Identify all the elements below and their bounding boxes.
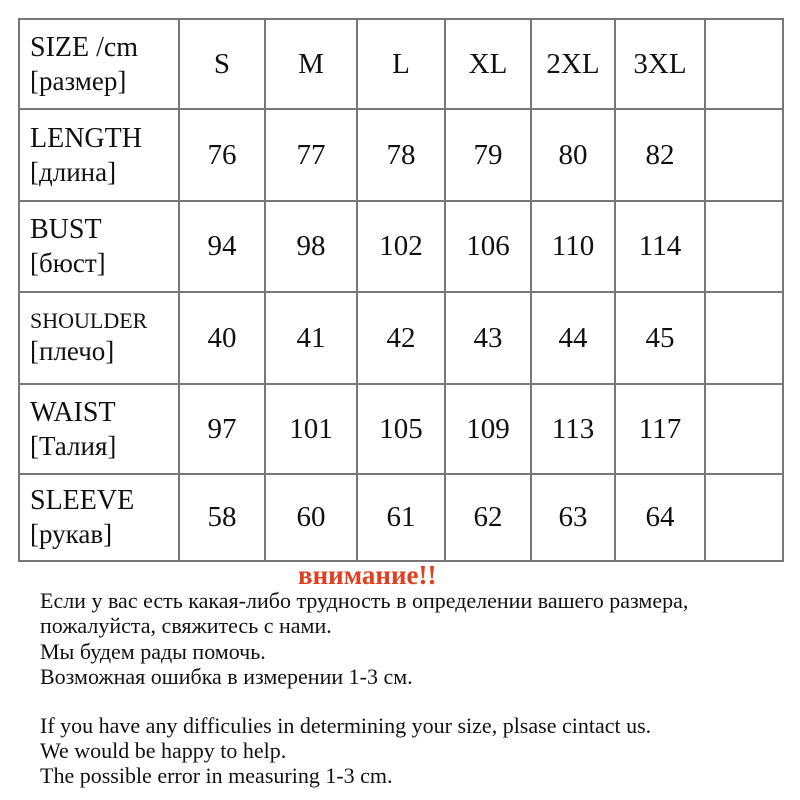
value-cell: 110 (531, 201, 615, 292)
value-cell: 44 (531, 292, 615, 384)
note-en-line: The possible error in measuring 1-3 cm. (40, 763, 393, 788)
table-row (19, 474, 783, 561)
table-row (19, 201, 783, 292)
value-cell: 40 (179, 292, 265, 384)
row-label-cell (19, 384, 179, 474)
value-cell: 42 (357, 292, 445, 384)
size-chart-table (18, 18, 784, 562)
size-header: 2XL (531, 19, 615, 109)
row-label-ru: [бюст] (30, 248, 106, 279)
table-row (19, 292, 783, 384)
size-header: XL (445, 19, 531, 109)
value-cell: 45 (615, 292, 705, 384)
note-ru-line: Мы будем рады помочь. (40, 639, 266, 664)
value-cell: 98 (265, 201, 357, 292)
row-label-ru: [Талия] (30, 430, 117, 461)
value-cell: 76 (179, 109, 265, 201)
value-cell: 64 (615, 474, 705, 561)
value-cell: 102 (357, 201, 445, 292)
value-cell: 61 (357, 474, 445, 561)
row-label-ru: [рукав] (30, 519, 113, 550)
value-cell (705, 384, 783, 474)
row-label-en: SLEEVE (30, 485, 135, 517)
row-label-ru: [плечо] (30, 335, 115, 366)
row-label-cell (19, 201, 179, 292)
header-label-cell (19, 19, 179, 109)
value-cell: 60 (265, 474, 357, 561)
note-ru-line: Если у вас есть какая-либо трудность в определении вашего размера, (40, 588, 689, 613)
row-label-en: BUST (30, 214, 102, 246)
value-cell: 113 (531, 384, 615, 474)
value-cell: 94 (179, 201, 265, 292)
value-cell: 106 (445, 201, 531, 292)
warning-heading: внимание!! (298, 560, 437, 590)
note-en-line: We would be happy to help. (40, 738, 287, 763)
value-cell: 117 (615, 384, 705, 474)
value-cell: 101 (265, 384, 357, 474)
header-label-en: SIZE /cm (30, 31, 139, 63)
value-cell: 63 (531, 474, 615, 561)
size-header (705, 19, 783, 109)
table-row (19, 109, 783, 201)
value-cell: 62 (445, 474, 531, 561)
value-cell (705, 292, 783, 384)
value-cell: 82 (615, 109, 705, 201)
value-cell: 80 (531, 109, 615, 201)
value-cell: 43 (445, 292, 531, 384)
value-cell (705, 201, 783, 292)
note-en-line: If you have any difficulies in determining your size, plsase cintact us. (40, 713, 652, 738)
value-cell: 109 (445, 384, 531, 474)
value-cell: 58 (179, 474, 265, 561)
header-row (19, 19, 783, 109)
size-header: M (265, 19, 357, 109)
value-cell: 78 (357, 109, 445, 201)
note-ru-line: пожалуйста, свяжитесь с нами. (40, 613, 332, 638)
value-cell: 97 (179, 384, 265, 474)
row-label-cell (19, 292, 179, 384)
size-header: S (179, 19, 265, 109)
value-cell: 79 (445, 109, 531, 201)
row-label-cell (19, 109, 179, 201)
row-label-en: LENGTH (30, 122, 142, 154)
value-cell (705, 109, 783, 201)
size-header: L (357, 19, 445, 109)
value-cell (705, 474, 783, 561)
row-label-en: SHOULDER (30, 308, 148, 334)
row-label-ru: [длина] (30, 156, 117, 187)
value-cell: 77 (265, 109, 357, 201)
row-label-cell (19, 474, 179, 561)
table-row (19, 384, 783, 474)
header-label-ru: [размер] (30, 65, 127, 96)
size-header: 3XL (615, 19, 705, 109)
row-label-en: WAIST (30, 396, 116, 428)
value-cell: 114 (615, 201, 705, 292)
value-cell: 105 (357, 384, 445, 474)
note-ru-line: Возможная ошибка в измерении 1-3 см. (40, 664, 413, 689)
value-cell: 41 (265, 292, 357, 384)
